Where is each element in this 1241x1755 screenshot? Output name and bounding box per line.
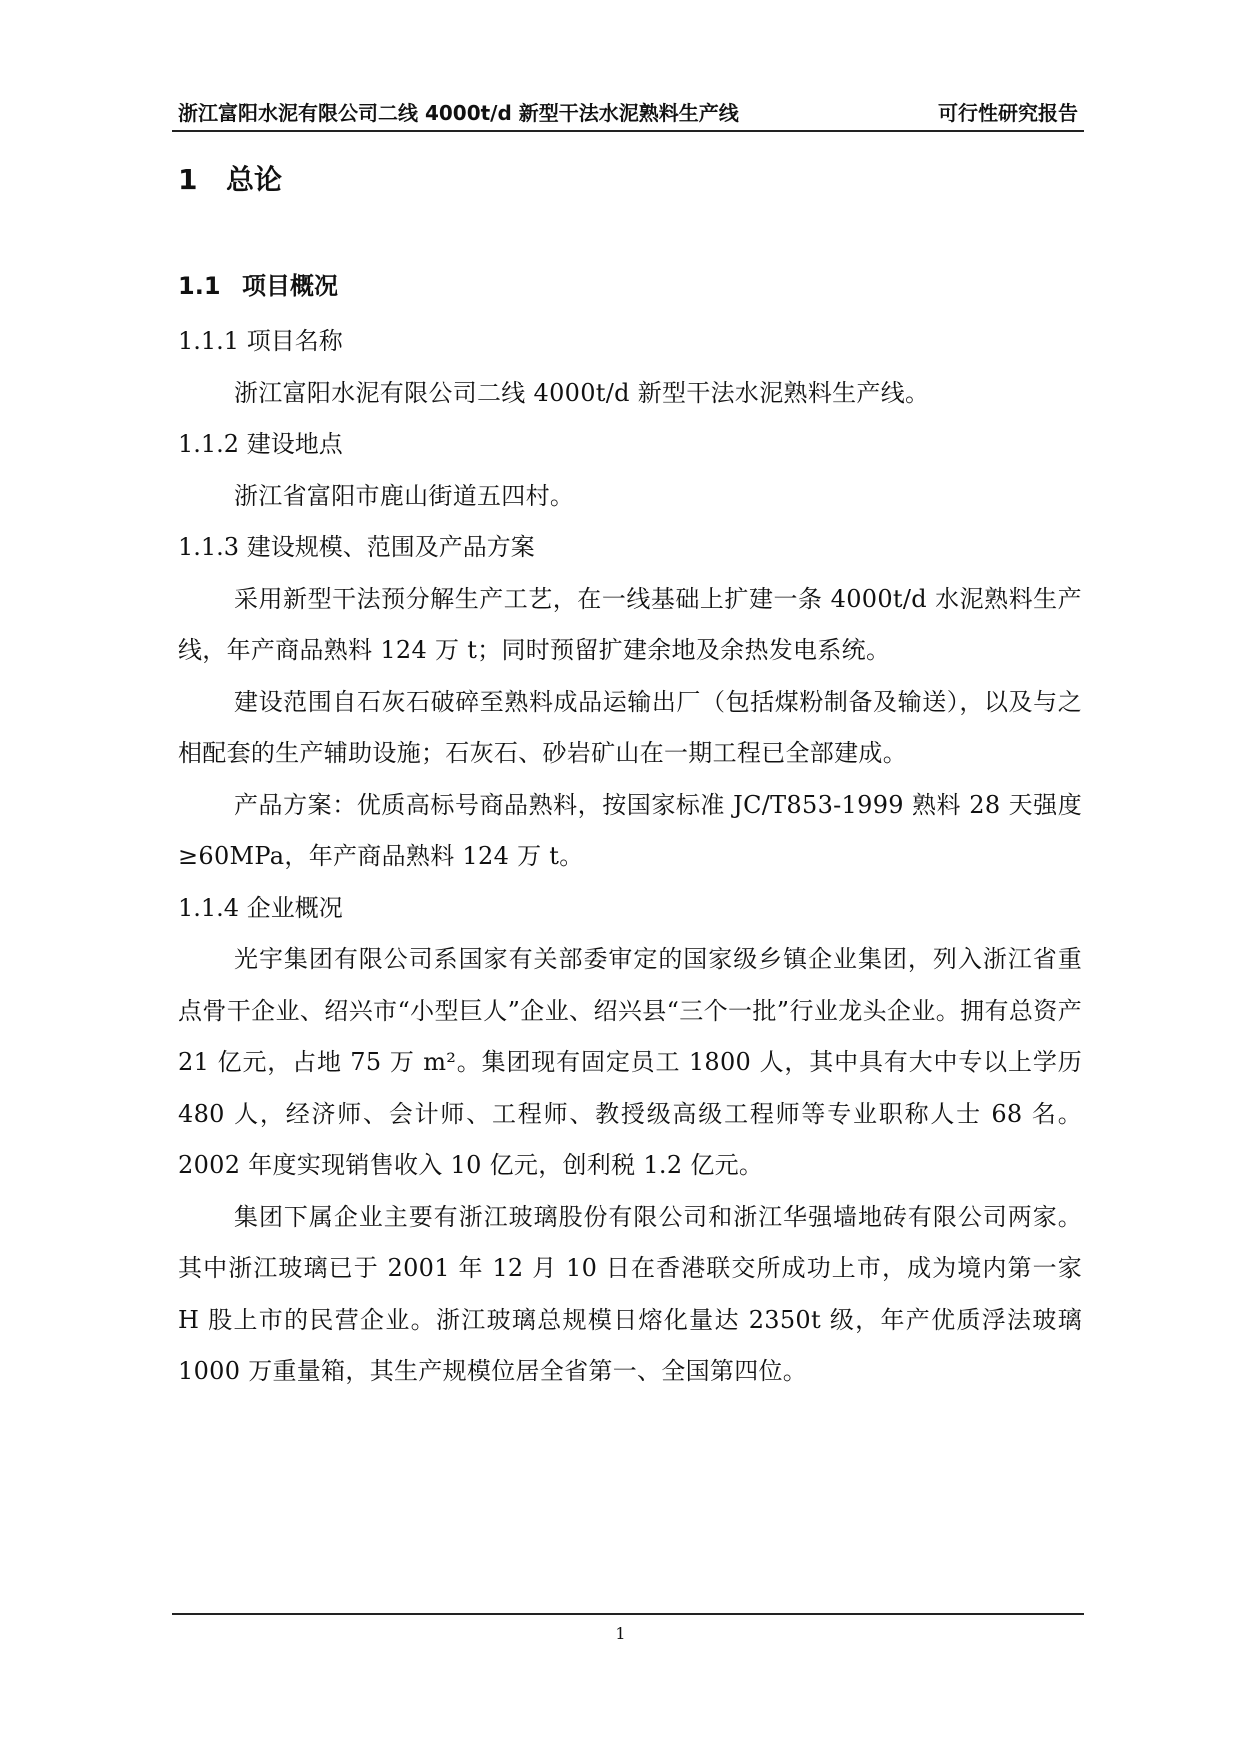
header-rule: [172, 130, 1084, 132]
paragraph-scale: 采用新型干法预分解生产工艺，在一线基础上扩建一条 4000t/d 水泥熟料生产线，年产商品熟料 124 万 t；同时预留扩建余地及余热发电系统。: [178, 584, 1082, 664]
header-report-type: 可行性研究报告: [938, 101, 1078, 125]
paragraph-enterprise: 光宇集团有限公司系国家有关部委审定的国家级乡镇企业集团，列入浙江省重点骨干企业、绍兴市“小型巨人”企业、绍兴县“三个一批”行业龙头企业。拥有总资产 21 亿元，占地 75 万 m²。集团现有固定员工 1800 人，其中具有大中专以上学历 480 人，经济师、会计师、工程师、教授级高级工程师等专业职称人士 68 名。2002 年度实现销售收入 10 亿元，创利税 1.2 亿元。: [178, 945, 1082, 1179]
paragraph-project-name: 浙江富阳水泥有限公司二线 4000t/d 新型干法水泥熟料生产线。: [234, 378, 930, 407]
paragraph-scope: 建设范围自石灰石破碎至熟料成品运输出厂（包括煤粉制备及输送），以及与之相配套的生产辅助设施；石灰石、砂岩矿山在一期工程已全部建成。: [178, 687, 1082, 767]
body-text: [178, 316, 1082, 1398]
section-title: 项目概况: [242, 272, 338, 300]
header-project-title: 浙江富阳水泥有限公司二线 4000t/d 新型干法水泥熟料生产线: [178, 101, 739, 125]
chapter-heading: [178, 158, 282, 202]
subsection-location: 1.1.2 建设地点: [178, 430, 343, 458]
running-header: [172, 96, 1084, 130]
footer-rule: [172, 1613, 1084, 1615]
subsection-enterprise: 1.1.4 企业概况: [178, 893, 343, 922]
paragraph-subsidiaries: 集团下属企业主要有浙江玻璃股份有限公司和浙江华强墙地砖有限公司两家。其中浙江玻璃已于 2001 年 12 月 10 日在香港联交所成功上市，成为境内第一家 H 股上市的民营企业。浙江玻璃总规模日熔化量达 2350t 级，年产优质浮法玻璃 1000 万重量箱，其生产规模位居全省第一、全国第四位。: [178, 1202, 1082, 1385]
section-number: 1.1: [178, 272, 221, 300]
chapter-number: 1: [178, 163, 198, 196]
paragraph-product: 产品方案：优质高标号商品熟料，按国家标准 JC/T853-1999 熟料 28 天强度≥60MPa，年产商品熟料 124 万 t。: [178, 790, 1082, 870]
subsection-project-name: 1.1.1 项目名称: [178, 327, 343, 355]
subsection-scale: 1.1.3 建设规模、范围及产品方案: [178, 533, 535, 561]
section-heading: [178, 266, 338, 306]
chapter-title: 总论: [226, 163, 283, 196]
paragraph-location: 浙江省富阳市鹿山街道五四村。: [234, 481, 575, 510]
page-number: 1: [615, 1624, 626, 1643]
